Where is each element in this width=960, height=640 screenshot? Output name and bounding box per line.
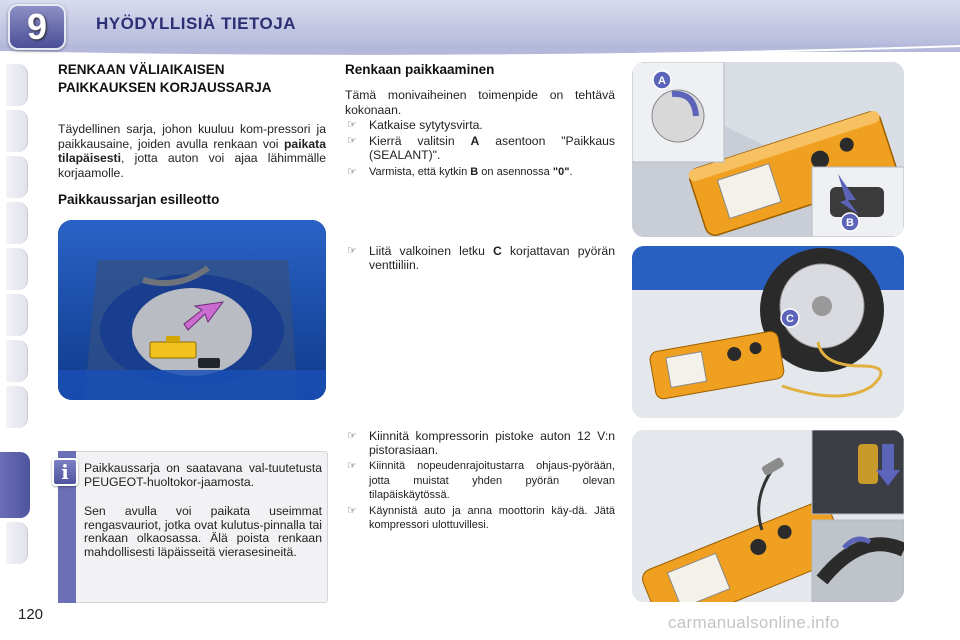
list-item: ☞ Kierrä valitsin A asentoon "Paikkaus (SEALANT)". (347, 134, 615, 163)
page-number: 120 (18, 606, 44, 623)
steps-list-1 (345, 118, 615, 181)
side-tab-3[interactable] (6, 156, 28, 198)
chapter-number-badge (8, 4, 66, 50)
list-item: ☞ Kiinnitä kompressorin pistoke auton 12 V:n pistorasiaan. (347, 429, 615, 458)
list-item: ☞ Katkaise sytytysvirta. (347, 118, 483, 132)
list-item: ☞ Kiinnitä nopeudenrajoitustarra ohjaus-pyörään, jotta muistat yhden pyörän olevan tilapäiskäytössä. (347, 460, 615, 501)
info-paragraph-2: Sen avulla voi paikata useimmat rengasvauriot, jotka ovat kulutus-pinnalla tai renkaan olkaosassa. Älä poista renkaan mahdollisesti läpäisseitä vierasesineitä. (84, 504, 322, 559)
side-tab-8[interactable] (6, 386, 28, 428)
compressor-plug-photo (632, 430, 904, 602)
side-tab-5[interactable] (6, 248, 28, 290)
header-curve (0, 44, 960, 62)
info-paragraph-1: Paikkaussarja on saatavana val-tuutetusta PEUGEOT-huoltokor-jaamosta. (84, 461, 322, 489)
side-tab-10[interactable] (6, 522, 28, 564)
intro-paragraph: Täydellinen sarja, johon kuuluu kom-pressori ja paikkausaine, joiden avulla renkaan voi paikata tilapäisesti, jotta auton voi ajaa lähimmälle korjaamolle. (58, 122, 326, 180)
hand-pointer-icon: ☞ (347, 460, 357, 473)
hand-pointer-icon: ☞ (347, 119, 357, 131)
side-tab-7[interactable] (6, 340, 28, 382)
hand-pointer-icon: ☞ (347, 430, 357, 442)
list-item: ☞ Käynnistä auto ja anna moottorin käy-dä. Jätä kompressori ulottuvillesi. (347, 505, 615, 532)
side-tab-6[interactable] (6, 294, 28, 336)
hand-pointer-icon: ☞ (347, 245, 357, 257)
kit-selector-photo (632, 62, 904, 237)
side-tab-2[interactable] (6, 110, 28, 152)
steps-list-2 (345, 244, 615, 274)
trunk-photo (58, 220, 326, 400)
label-c: C (786, 313, 794, 325)
list-item: ☞ Liitä valkoinen letku C korjattavan pyörän venttiiliin. (347, 244, 615, 273)
repair-intro: Tämä monivaiheinen toimenpide on tehtävä kokonaan. (345, 88, 615, 117)
hand-pointer-icon: ☞ (347, 135, 357, 148)
chapter-title: HYÖDYLLISIÄ TIETOJA (96, 14, 296, 33)
chapter-side-tabs (0, 60, 30, 580)
hand-pointer-icon: ☞ (347, 505, 357, 518)
side-tab-active[interactable] (0, 452, 30, 518)
list-item: ☞ Varmista, että kytkin B on asennossa "0". (347, 165, 573, 178)
hose-connection-photo (632, 246, 904, 418)
repair-heading: Renkaan paikkaaminen (345, 62, 495, 77)
side-tab-4[interactable] (6, 202, 28, 244)
hand-pointer-icon: ☞ (347, 165, 357, 178)
steps-list-3 (345, 429, 615, 534)
label-a: A (658, 75, 666, 87)
watermark: carmanualsonline.info (668, 613, 840, 632)
info-icon: i (52, 458, 78, 486)
chapter-number: 9 (26, 6, 48, 47)
label-b: B (846, 217, 854, 229)
section-heading: RENKAAN VÄLIAIKAISEN PAIKKAUKSEN KORJAUSSARJA (58, 62, 272, 95)
side-tab-1[interactable] (6, 64, 28, 106)
removal-subheading: Paikkaussarjan esilleotto (58, 192, 220, 207)
